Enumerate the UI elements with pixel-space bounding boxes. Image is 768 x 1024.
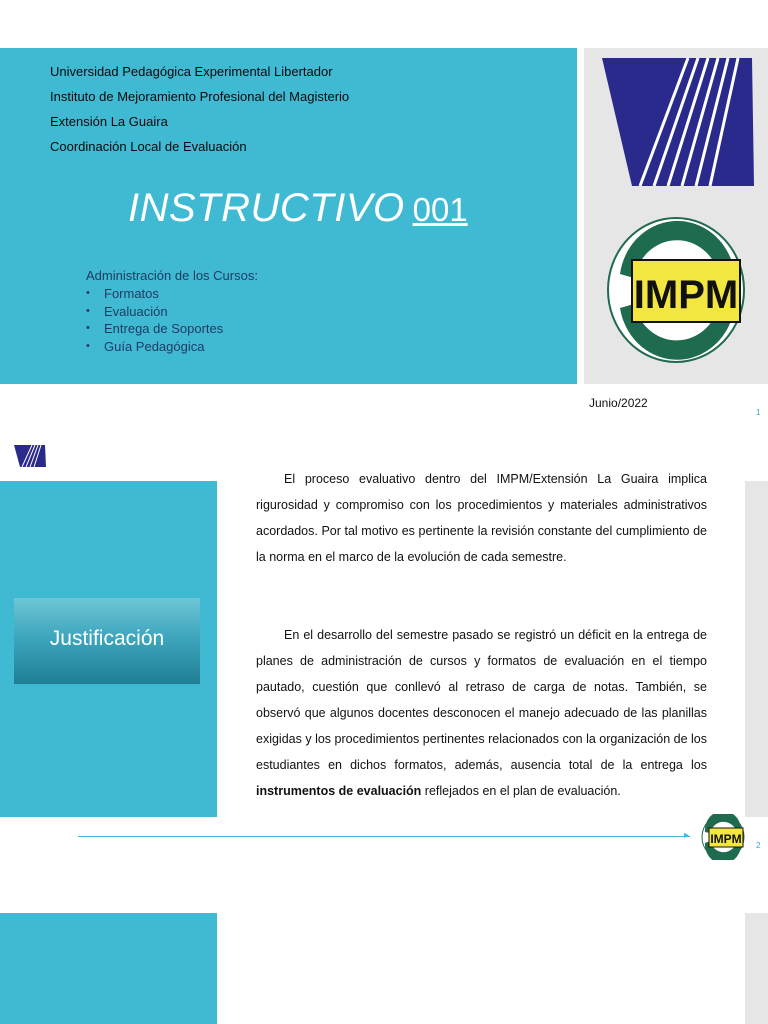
- admin-courses-label: Administración de los Cursos:: [86, 268, 258, 283]
- next-slide-blue-block: [0, 913, 217, 1024]
- upel-small-logo-icon: [14, 445, 46, 467]
- document-date: Junio/2022: [589, 396, 648, 410]
- header-extension: Extensión La Guaira: [50, 114, 168, 129]
- topic-item: • Evaluación: [86, 303, 223, 321]
- next-slide-grey-strip: [745, 913, 768, 1024]
- topic-item: • Entrega de Soportes: [86, 320, 223, 338]
- page-number-1: 1: [756, 408, 761, 417]
- topic-item: • Guía Pedagógica: [86, 338, 223, 356]
- topic-list: [86, 285, 223, 355]
- header-institute: Instituto de Mejoramiento Profesional del Magisterio: [50, 89, 350, 104]
- document-title: [128, 186, 468, 231]
- title-number: 001: [412, 191, 468, 228]
- paragraph-2-tail: reflejados en el plan de evaluación.: [421, 784, 621, 798]
- topic-item: • Formatos: [86, 285, 223, 303]
- upel-logo-icon: [602, 58, 754, 186]
- impm-small-logo-icon: [701, 814, 745, 860]
- footer-divider: [78, 836, 690, 837]
- header-university: Universidad Pedagógica Experimental Libertador: [50, 64, 333, 79]
- page-number-2: 2: [756, 841, 761, 850]
- impm-logo-icon: [606, 216, 746, 364]
- paragraph-2-emphasis: instrumentos de evaluación: [256, 784, 422, 798]
- impm-small-logo-text: IMPM: [710, 832, 742, 846]
- justification-paragraph-1: El proceso evaluativo dentro del IMPM/Extensión La Guaira implica rigurosidad y compromiso con los procedimientos y materiales administrativos acordados. Por tal motivo es pertinente la revisión constante del cumplimiento de la norma en el marco de la evolución de cada semestre.: [256, 472, 707, 564]
- title-text: INSTRUCTIVO: [128, 186, 405, 230]
- section-grey-strip: [745, 481, 768, 817]
- divider-arrow-icon: ▸: [684, 830, 690, 841]
- section-title-justificacion: Justificación: [14, 598, 200, 684]
- header-coordination: Coordinación Local de Evaluación: [50, 139, 247, 154]
- impm-logo-text: IMPM: [633, 273, 739, 317]
- justification-paragraph-2: [256, 622, 707, 804]
- paragraph-2-text: En el desarrollo del semestre pasado se registró un déficit en la entrega de planes de administración de cursos y formatos de evaluación en el tiempo pautado, cuestión que conllevó al retraso de carga de notas. También, se observó que algunos docentes desconocen el manejo adecuado de las planillas exigidas y los procedimientos pertinentes relacionados con la organización de los estudiantes en dichos formatos, además, ausencia total de la entrega los: [256, 628, 707, 772]
